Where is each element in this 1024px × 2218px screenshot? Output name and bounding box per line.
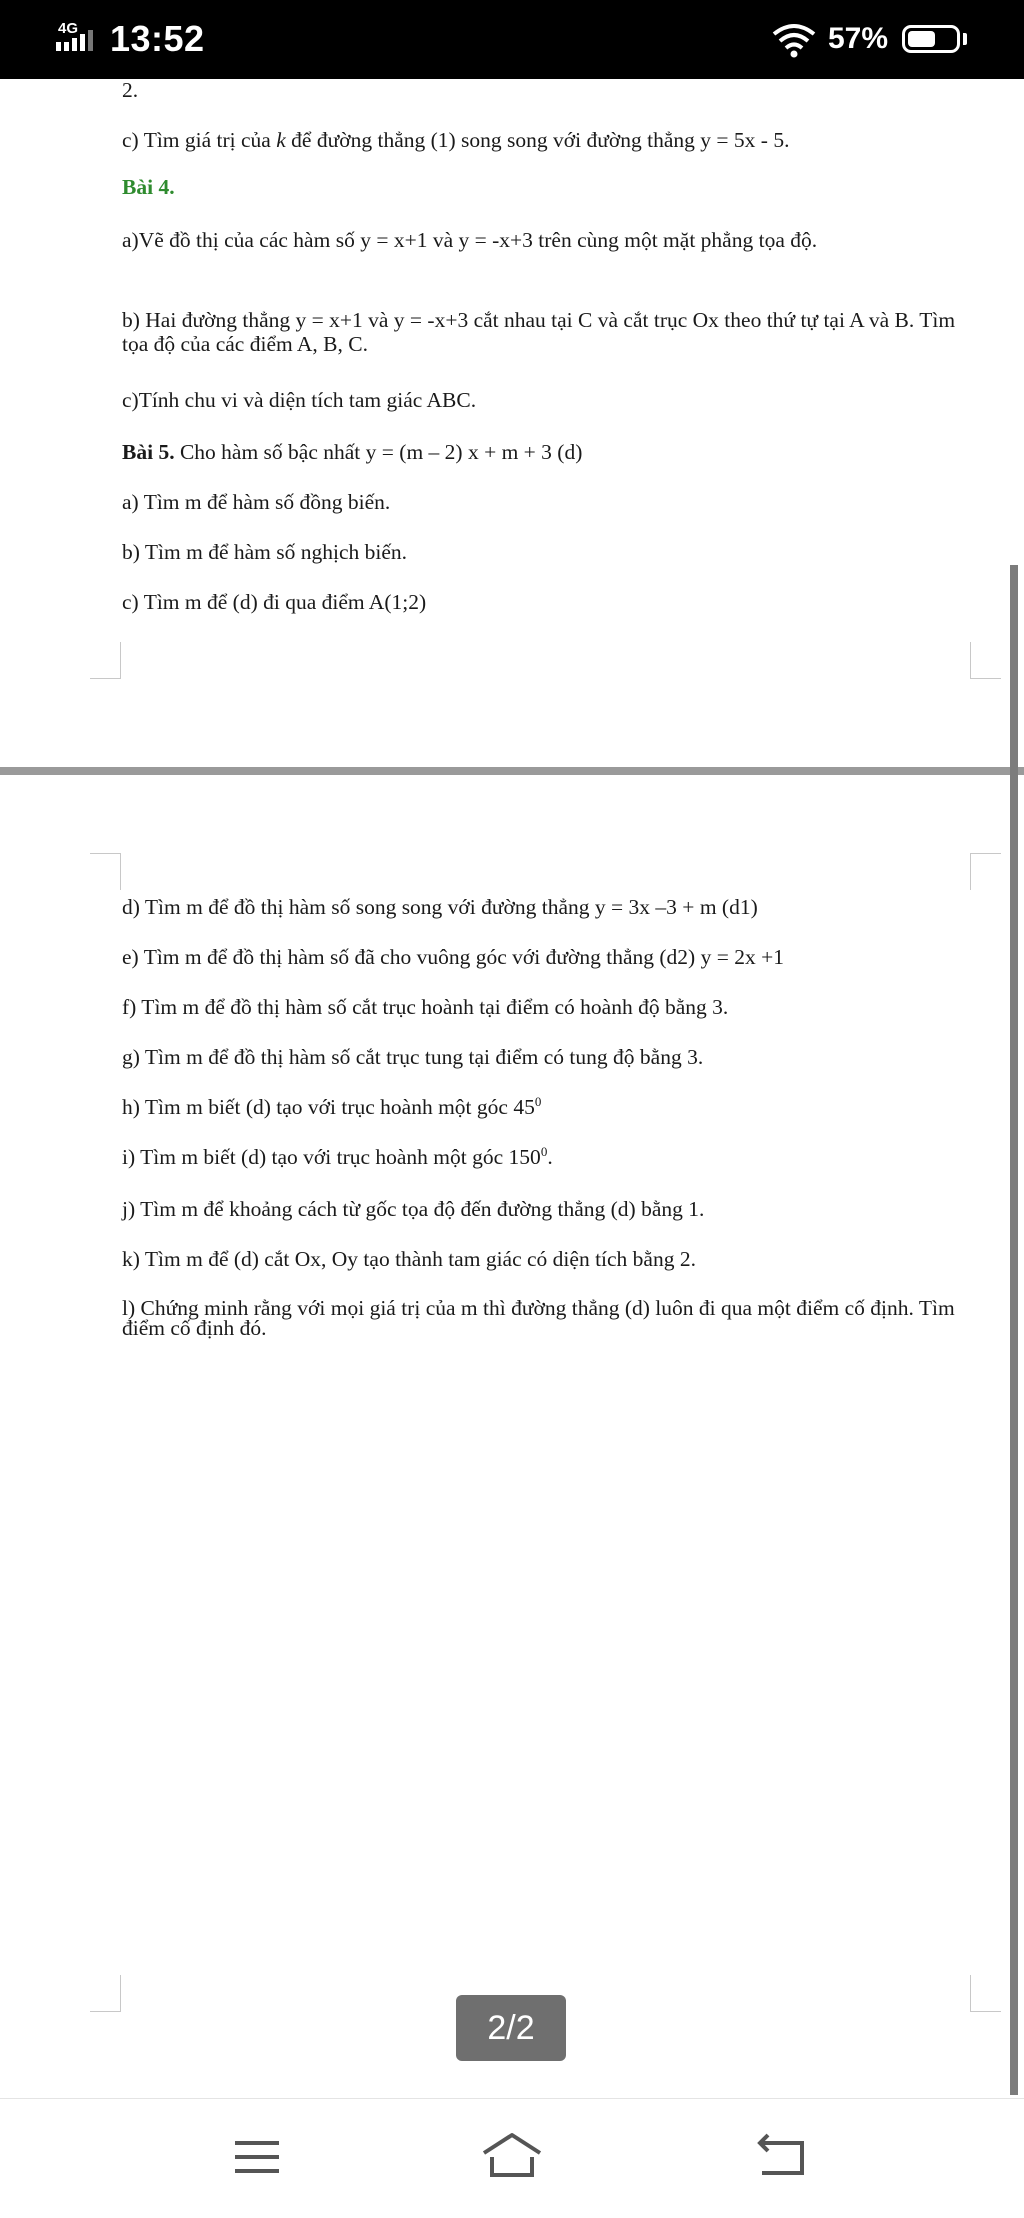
bai5-part-h [122, 1095, 541, 1119]
bai5-part-k: k) Tìm m để (d) cắt Ox, Oy tạo thành tam giác có diện tích bằng 2. [122, 1247, 696, 1271]
bai4-part-c: c)Tính chu vi và diện tích tam giác ABC. [122, 388, 477, 412]
bai5-part-d: d) Tìm m để đồ thị hàm số song song với đường thẳng y = 3x –3 + m (d1) [122, 895, 758, 919]
text-fragment: Cho hàm số bậc nhất y = (m – 2) x + m + 3 (d) [174, 440, 583, 464]
bai4-heading: Bài 4. [122, 175, 175, 199]
page-corner-mark [970, 642, 1001, 679]
bai5-part-c: c) Tìm m để (d) đi qua điểm A(1;2) [122, 590, 427, 614]
page-corner-mark [970, 1975, 1001, 2012]
superscript: 0 [534, 1093, 542, 1109]
back-icon [752, 2127, 812, 2187]
page-corner-mark [90, 1975, 121, 2012]
bai5-part-e: e) Tìm m để đồ thị hàm số đã cho vuông góc với đường thẳng (d2) y = 2x +1 [122, 945, 784, 969]
bai4-part-a: a)Vẽ đồ thị của các hàm số y = x+1 và y = -x+3 trên cùng một mặt phẳng tọa độ. [122, 228, 818, 252]
page-corner-mark [90, 853, 121, 890]
bai5-part-a: a) Tìm m để hàm số đồng biến. [122, 490, 391, 514]
text-fragment: h) Tìm m biết (d) tạo với trục hoành một góc 45 [122, 1095, 535, 1119]
page-corner-mark [970, 853, 1001, 890]
signal-icon [54, 20, 102, 60]
text-fragment: k [276, 128, 286, 152]
text-fragment: để đường thẳng (1) song song với đường thẳng y = 5x - 5. [285, 128, 790, 152]
bai4-part-b: b) Hai đường thẳng y = x+1 và y = -x+3 cắt nhau tại C và cắt trục Ox theo thứ tự tại A và B. Tìm tọa độ của các điểm A, B, C. [122, 308, 956, 356]
home-icon [480, 2127, 544, 2187]
battery-cap [963, 33, 967, 45]
bai5-heading [122, 440, 582, 464]
bai5-part-b: b) Tìm m để hàm số nghịch biến. [122, 540, 408, 564]
bai5-part-f: f) Tìm m để đồ thị hàm số cắt trục hoành tại điểm có hoành độ bằng 3. [122, 995, 729, 1019]
text-line: 2. [122, 78, 139, 102]
scrollbar[interactable] [1010, 565, 1018, 2095]
battery-percentage: 57% [828, 22, 889, 55]
navigation-bar [0, 2098, 1024, 2218]
document-page-2[interactable] [0, 775, 1012, 2095]
text-fragment: . [547, 1145, 553, 1169]
text-fragment: i) Tìm m biết (d) tạo với trục hoành một góc 150 [122, 1145, 541, 1169]
menu-button[interactable] [227, 2127, 287, 2187]
bai5-part-g: g) Tìm m để đồ thị hàm số cắt trục tung tại điểm có tung độ bằng 3. [122, 1045, 704, 1069]
bai5-part-l: l) Chứng minh rằng với mọi giá trị của m thì đường thẳng (d) luôn đi qua một điểm cố định. Tìm điểm cố định đó. [122, 1296, 955, 1340]
bai5-part-i [122, 1145, 553, 1169]
back-button[interactable] [752, 2127, 812, 2187]
network-type: 4G [58, 20, 79, 37]
status-bar [0, 0, 1024, 79]
text-fragment: Bài 5. [122, 440, 175, 464]
text-fragment: c) Tìm giá trị của [122, 128, 277, 152]
home-button[interactable] [480, 2127, 540, 2187]
page-indicator: 2/2 [456, 1995, 566, 2061]
page-corner-mark [90, 642, 121, 679]
superscript: 0 [540, 1143, 548, 1159]
battery-icon [902, 25, 960, 53]
bai3-part-c [122, 128, 789, 152]
page-separator [0, 767, 1024, 775]
clock: 13:52 [110, 18, 205, 59]
menu-icon [227, 2127, 287, 2187]
bai5-part-j: j) Tìm m để khoảng cách từ gốc tọa độ đến đường thẳng (d) bằng 1. [122, 1197, 705, 1221]
wifi-icon [772, 22, 816, 58]
